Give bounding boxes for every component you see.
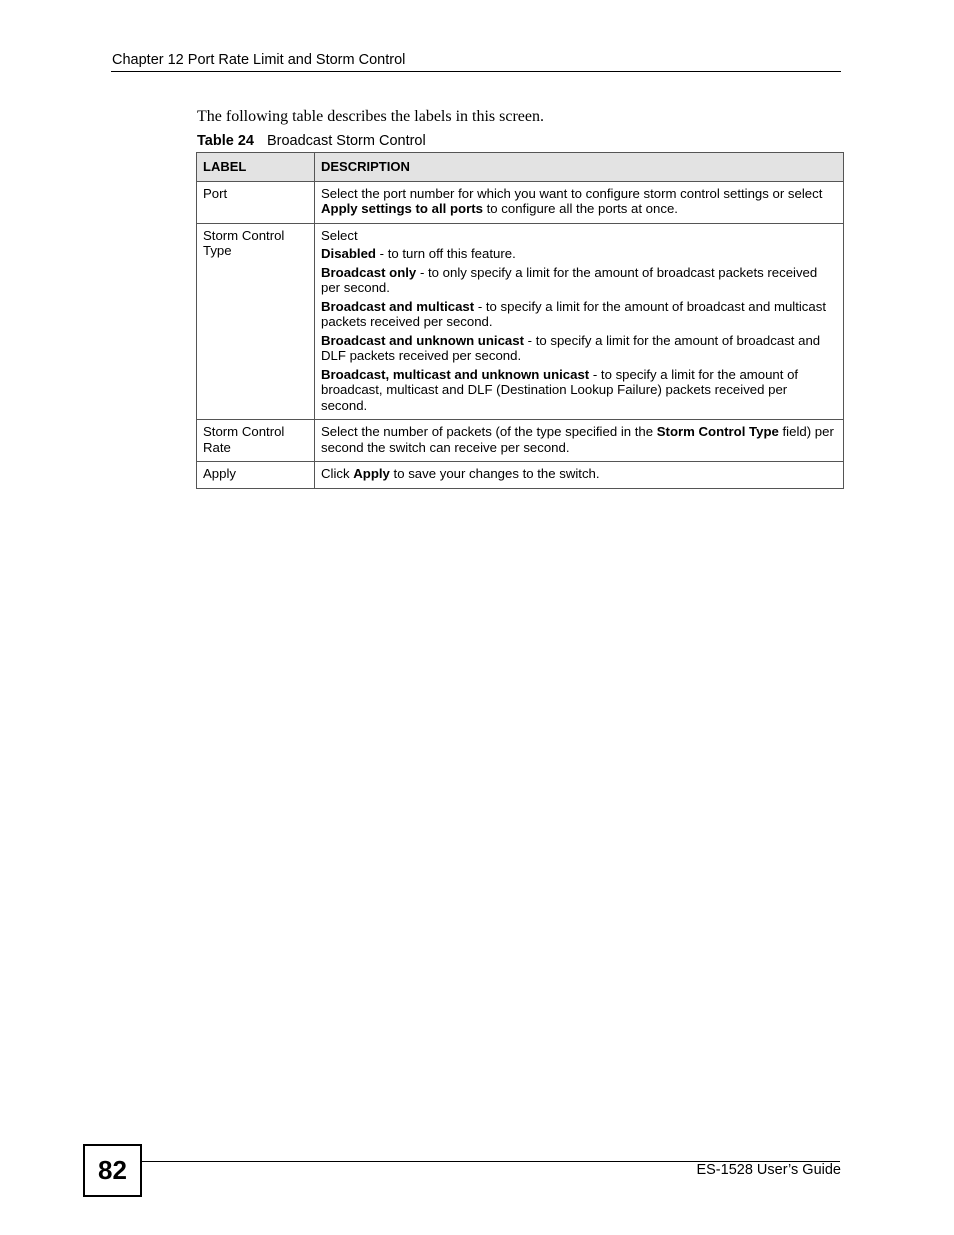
table-body [197, 181, 844, 488]
table-title: Broadcast Storm Control [266, 133, 426, 149]
text-run: Select [321, 227, 358, 243]
text-run: - to specify a limit for the amount of broadcast and DLF packets received per second. [321, 332, 821, 363]
row-description [315, 181, 844, 223]
text-run: - to specify a limit for the amount of broadcast, multicast and DLF (Destination Lookup Failure) packets received per second. [321, 366, 799, 413]
description-paragraph [321, 367, 837, 414]
description-paragraph [321, 333, 837, 364]
text-run: to configure all the ports at once. [482, 201, 678, 216]
description-table [196, 152, 844, 489]
bold-term: Storm Control Type [656, 424, 779, 439]
description-paragraph [321, 246, 837, 262]
bold-term: Broadcast and multicast [321, 298, 475, 314]
row-label: Storm Control Rate [197, 420, 315, 462]
text-run: - to only specify a limit for the amount of broadcast packets received per second. [321, 264, 818, 295]
table-caption [197, 133, 426, 149]
row-label: Apply [197, 462, 315, 489]
bold-term: Broadcast, multicast and unknown unicast [321, 366, 590, 382]
description-paragraph [321, 228, 837, 244]
text-run: - to specify a limit for the amount of broadcast and multicast packets received per second. [321, 298, 826, 329]
text-run: field) per second the switch can receive per second. [321, 424, 834, 455]
table-number: Table 24 [197, 133, 254, 149]
bold-term: Broadcast only [321, 264, 417, 280]
text-run: Select the port number for which you want to configure storm control settings or select [321, 185, 823, 201]
row-label: Port [197, 181, 315, 223]
description-paragraph [321, 265, 837, 296]
intro-text: The following table describes the labels in this screen. [197, 108, 545, 125]
bold-term: Disabled [321, 246, 376, 261]
row-description [315, 223, 844, 420]
header-label: LABEL [197, 153, 315, 182]
header-rule [111, 71, 841, 72]
table-header-row [197, 153, 844, 182]
description-paragraph [321, 466, 837, 482]
text-run: Click [321, 466, 354, 481]
bold-term: Apply settings to all ports [321, 201, 483, 216]
running-header: Chapter 12 Port Rate Limit and Storm Control [112, 52, 406, 68]
header-description: DESCRIPTION [315, 153, 844, 182]
description-paragraph [321, 299, 837, 330]
row-description [315, 420, 844, 462]
table-row [197, 181, 844, 223]
table-row [197, 462, 844, 489]
bold-term: Apply [353, 466, 390, 481]
bold-term: Broadcast and unknown unicast [321, 332, 524, 348]
row-label: Storm Control Type [197, 223, 315, 420]
row-description [315, 462, 844, 489]
description-paragraph [321, 186, 837, 217]
text-run: - to turn off this feature. [375, 246, 516, 261]
table-row [197, 223, 844, 420]
guide-title: ES-1528 User’s Guide [696, 1162, 841, 1178]
description-paragraph [321, 424, 837, 455]
text-run: to save your changes to the switch. [389, 466, 600, 481]
text-run: Select the number of packets (of the type specified in the [321, 424, 657, 439]
table-row [197, 420, 844, 462]
page-number: 82 [83, 1144, 142, 1197]
